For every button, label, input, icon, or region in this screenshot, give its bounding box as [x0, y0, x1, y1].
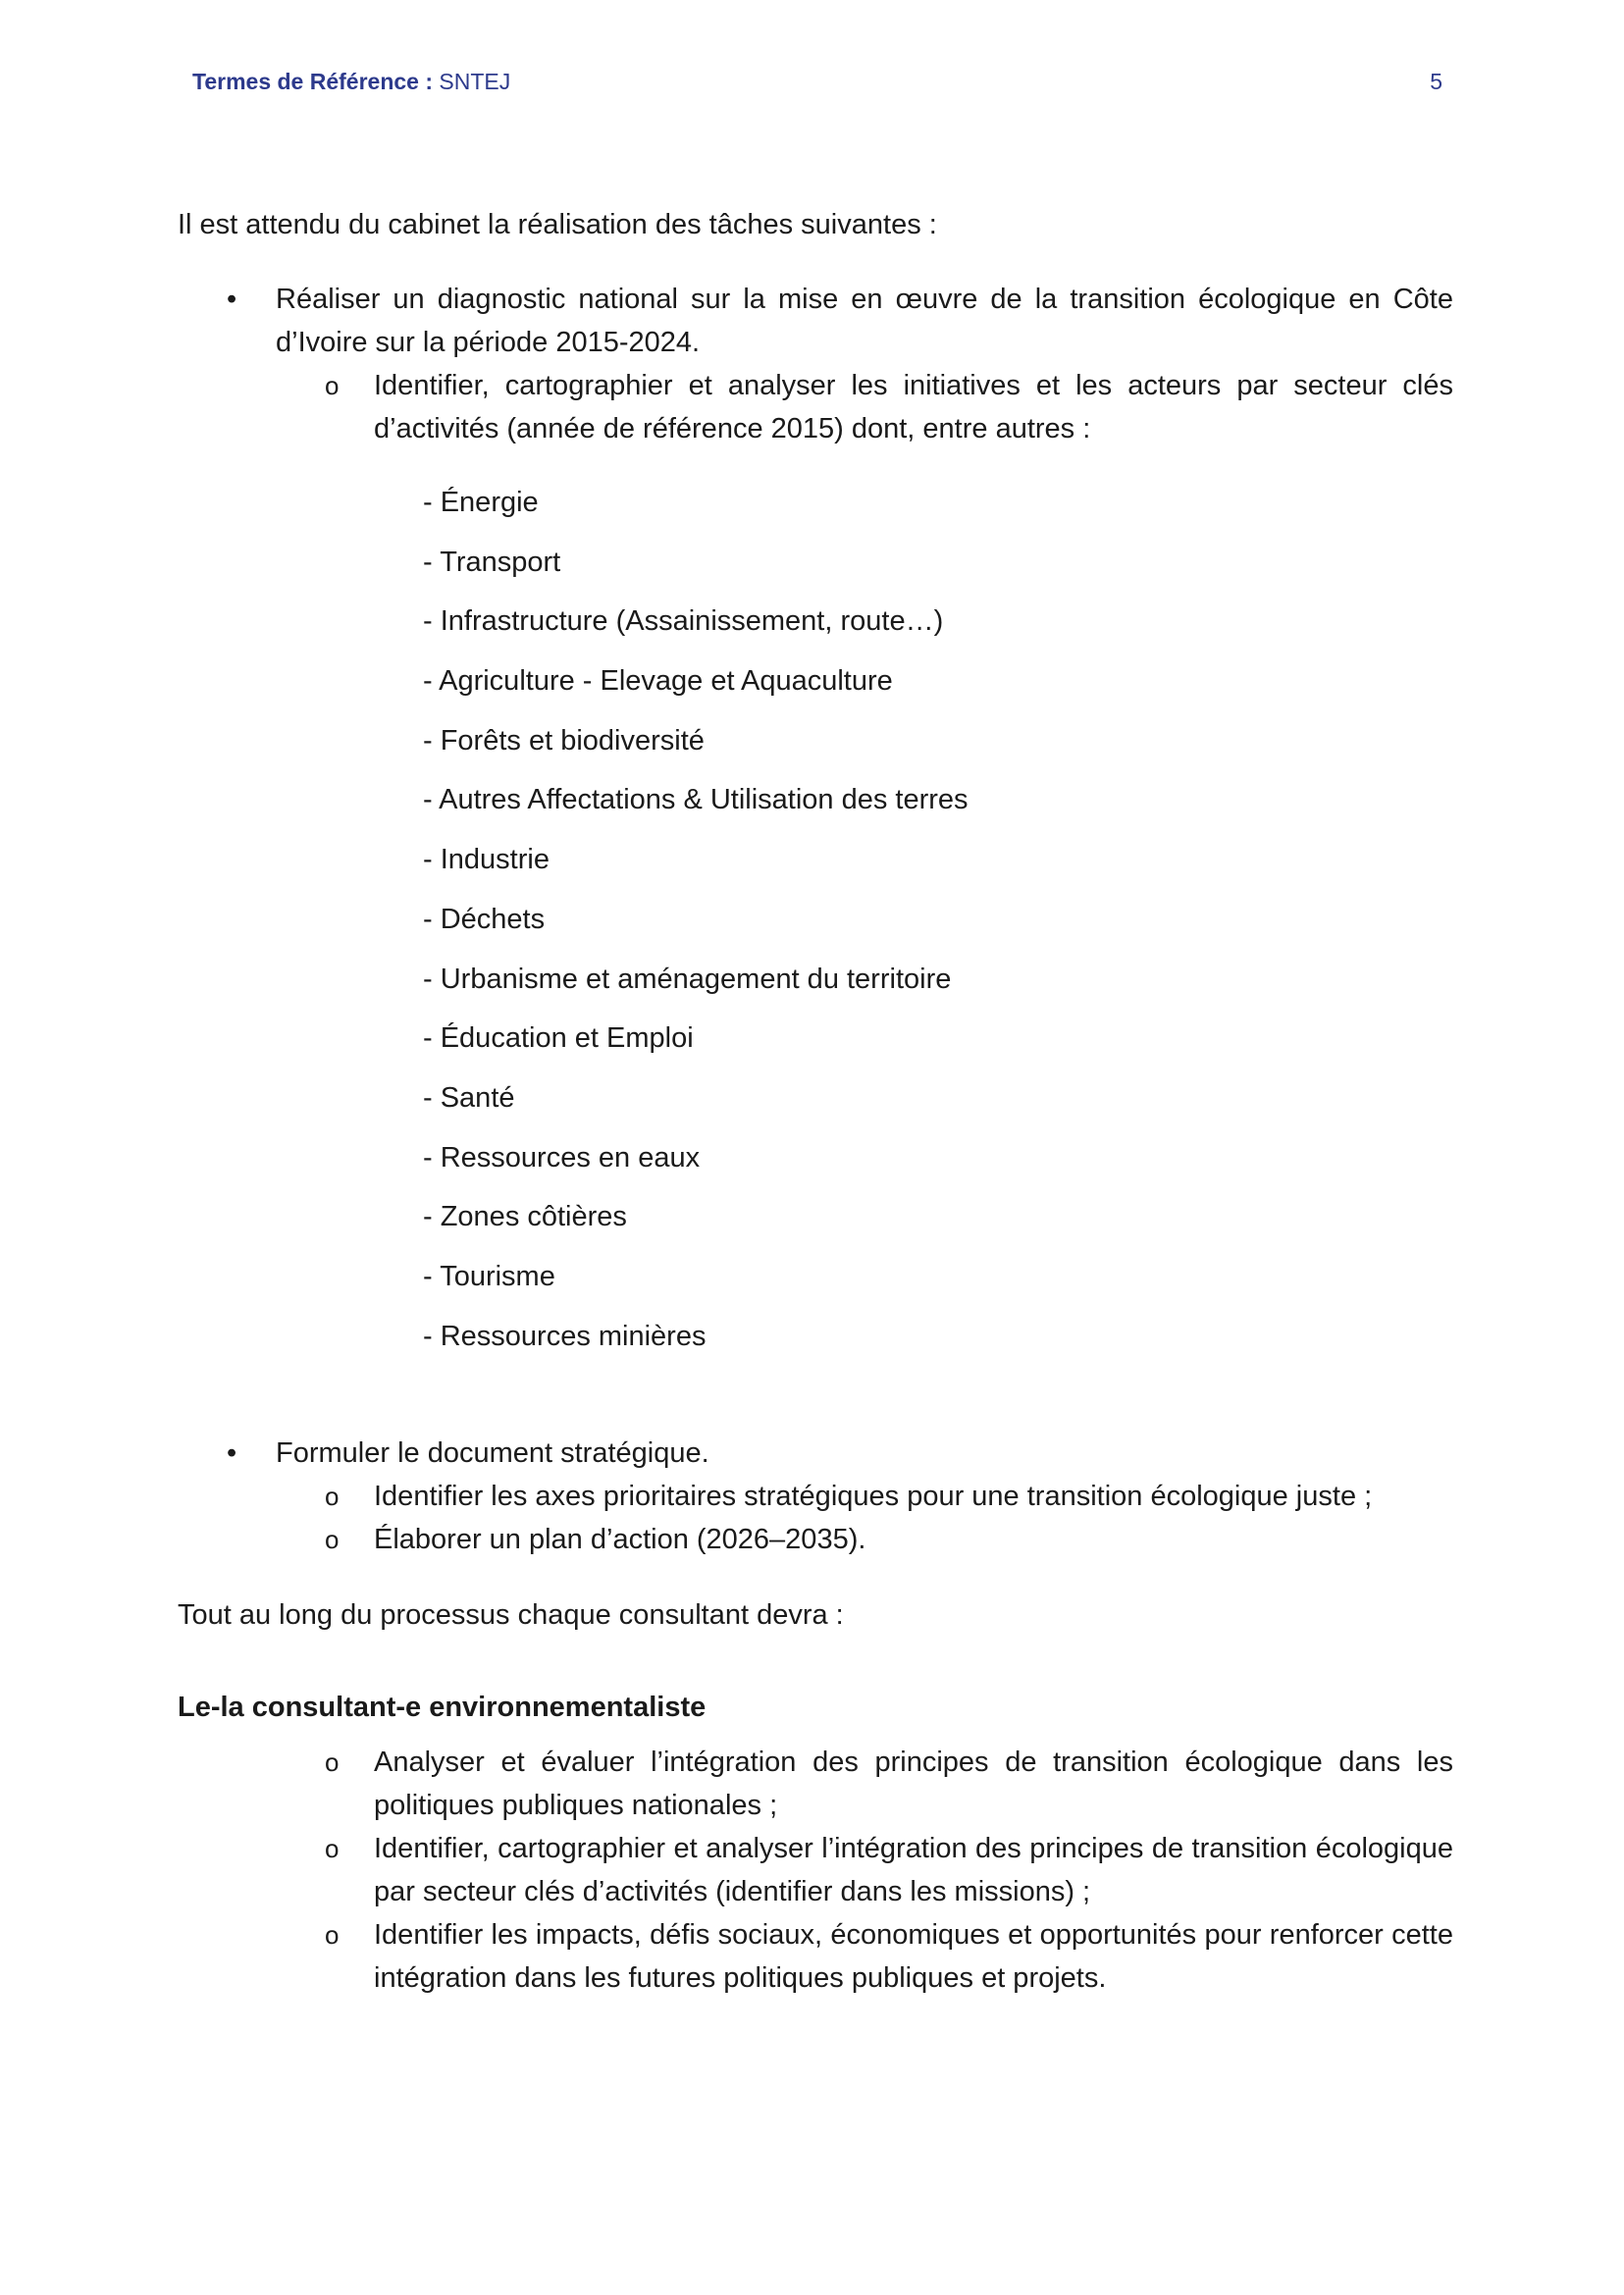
- sub-bullet-icon: o: [325, 1482, 340, 1511]
- task-2-sub-text-1: Identifier les axes prioritaires stratégiques pour une transition écologique juste ;: [374, 1481, 1373, 1512]
- section-item-3: [178, 1913, 1453, 2000]
- sector-item: - Énergie: [423, 487, 539, 518]
- sector-item: - Autres Affectations & Utilisation des terres: [423, 784, 969, 816]
- task-2-sub-item-2: [178, 1518, 1453, 1561]
- sector-list: [423, 481, 969, 1374]
- section-heading: Le-la consultant-e environnementaliste: [178, 1692, 707, 1723]
- task-2-item: [178, 1432, 1453, 1475]
- task-2-sub-item-1: [178, 1475, 1453, 1518]
- sector-item: - Forêts et biodiversité: [423, 724, 705, 756]
- task-1-sub-text: Identifier, cartographier et analyser les initiatives et les acteurs par secteur clés d’activités (année de référence 2015) dont, entre autres :: [374, 370, 1453, 444]
- sub-bullet-icon: o: [325, 1834, 340, 1863]
- section-item-1-text: Analyser et évaluer l’intégration des principes de transition écologique dans les politiques publiques nationales ;: [374, 1747, 1453, 1821]
- sub-bullet-icon: o: [325, 1525, 340, 1554]
- section-item-1: [178, 1741, 1453, 1827]
- section-item-3-text: Identifier les impacts, défis sociaux, économiques et opportunités pour renforcer cette intégration dans les futures politiques publiques et projets.: [374, 1919, 1453, 1994]
- sector-item: - Industrie: [423, 844, 550, 876]
- page-header: [192, 69, 1442, 102]
- task-1-sub-item: [178, 364, 1453, 450]
- sector-item: - Éducation et Emploi: [423, 1022, 694, 1055]
- closing-paragraph: Tout au long du processus chaque consultant devra :: [178, 1599, 844, 1631]
- header-title-label: Termes de Référence :: [192, 69, 434, 94]
- sub-bullet-icon: o: [325, 371, 340, 400]
- sector-item: - Santé: [423, 1081, 515, 1114]
- sector-item: - Ressources en eaux: [423, 1141, 701, 1174]
- sub-bullet-icon: o: [325, 1920, 340, 1950]
- task-1-item: [178, 278, 1453, 364]
- sector-item: - Urbanisme et aménagement du territoire: [423, 963, 952, 995]
- sector-item: - Infrastructure (Assainissement, route…): [423, 605, 944, 638]
- sub-bullet-icon: o: [325, 1747, 340, 1777]
- bullet-icon: •: [227, 284, 237, 315]
- sector-item: - Agriculture - Elevage et Aquaculture: [423, 665, 893, 698]
- header-title-value: SNTEJ: [439, 69, 511, 94]
- sector-item: - Tourisme: [423, 1260, 555, 1292]
- sector-item: - Zones côtières: [423, 1201, 627, 1233]
- intro-paragraph: Il est attendu du cabinet la réalisation des tâches suivantes :: [178, 209, 937, 240]
- task-2-sub-text-2: Élaborer un plan d’action (2026–2035).: [374, 1524, 866, 1555]
- sector-item: - Transport: [423, 546, 561, 578]
- section-item-2: [178, 1827, 1453, 1913]
- task-1-text: Réaliser un diagnostic national sur la mise en œuvre de la transition écologique en Côte d’Ivoire sur la période 2015-2024.: [276, 284, 1453, 358]
- task-2-text: Formuler le document stratégique.: [276, 1437, 709, 1469]
- page-number: 5: [1430, 69, 1442, 94]
- sector-item: - Ressources minières: [423, 1320, 707, 1352]
- sector-item: - Déchets: [423, 903, 546, 935]
- bullet-icon: •: [227, 1437, 237, 1469]
- section-item-2-text: Identifier, cartographier et analyser l’intégration des principes de transition écologique par secteur clés d’activités (identifier dans les missions) ;: [374, 1833, 1453, 1907]
